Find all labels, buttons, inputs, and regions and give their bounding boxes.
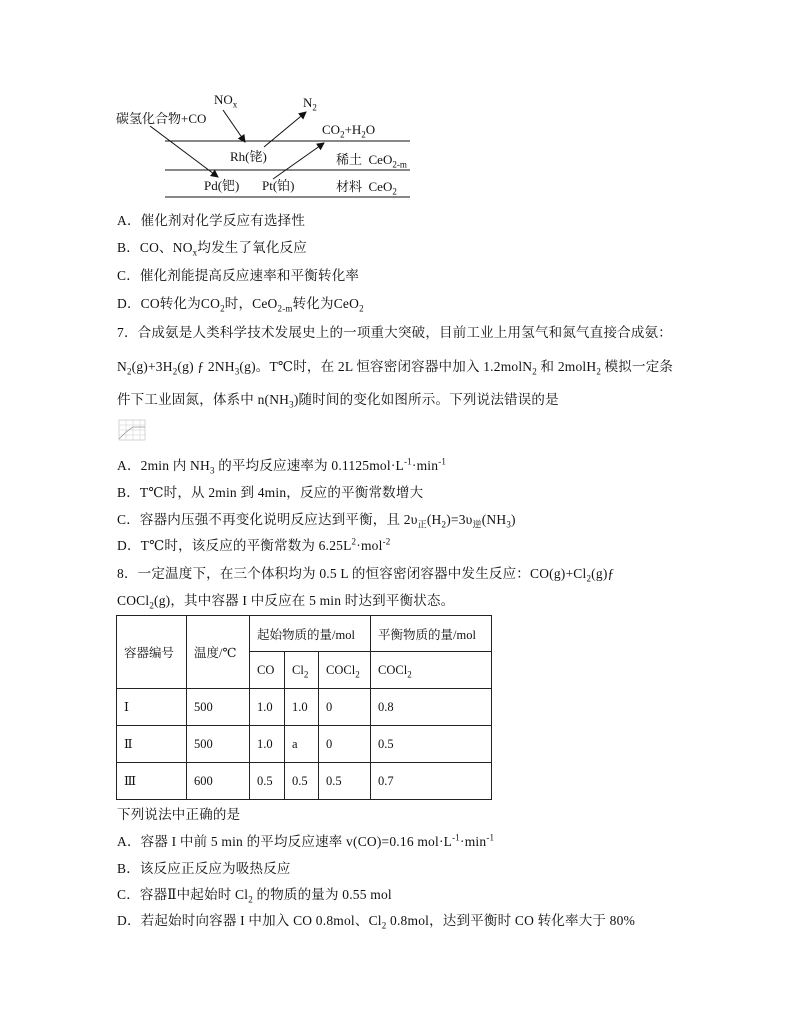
rh-label: Rh(铑) [230,149,267,164]
q6-option-c: C．催化剂能提高反应速率和平衡转化率 [117,268,360,283]
subheader-eq-cocl2: COCl$_2$ [371,652,492,689]
q7-stem-line2: $N_2(g)+3H_2(g)$ ƒ $2NH_3(g)$。T℃时，在 2L 恒容密闭容器中加入 1.2molN$_2$ 和 2molH$_2$ 模拟一定条 [117,359,674,377]
catalyst-diagram [110,86,420,204]
table-row [117,763,492,800]
q8-prompt: 下列说法中正确的是 [117,807,241,822]
cell-eq: 0.7 [371,763,492,800]
header-initial-moles: 起始物质的量/mol [250,616,371,652]
q6-option-b: B．CO、$NO_x$均发生了氧化反应 [117,240,307,258]
q7-option-b: B．T℃时，从 2min 到 4min，反应的平衡常数增大 [117,485,424,500]
cell-cocl2: 0.5 [319,763,371,800]
reactants-label: 碳氢化合物+CO [116,111,207,126]
cell-cl2: a [285,726,319,763]
n2-label: $N_2$ [303,95,317,113]
q7-option-c: C．容器内压强不再变化说明反应达到平衡，且 $2\upsilon_正(H_2)=3\upsilon_逆(NH_3)$ [117,512,516,530]
material-label: 材料 CeO$_2$ [336,179,397,197]
subheader-co: CO [250,652,285,689]
header-container: 容器编号 [117,616,187,689]
q8-option-a: A．容器 I 中前 5 min 的平均反应速率 v(CO)=0.16 $mol\cdot L^{-1}\cdot\min^{-1}$ [117,832,495,849]
cell-id: Ⅰ [117,689,187,726]
cell-cl2: 1.0 [285,689,319,726]
cell-eq: 0.5 [371,726,492,763]
cell-temp: 500 [187,689,250,726]
cell-temp: 500 [187,726,250,763]
header-temperature: 温度/℃ [187,616,250,689]
cell-co: 1.0 [250,726,285,763]
q7-option-d: D．T℃时，该反应的平衡常数为 $6.25L^2\cdot mol^{-2}$ [117,536,391,553]
q8-option-b: B．该反应正反应为吸热反应 [117,861,291,876]
cell-cocl2: 0 [319,726,371,763]
table-row [117,689,492,726]
cell-id: Ⅱ [117,726,187,763]
nh3-graph-thumbnail [117,418,147,442]
table-row [117,726,492,763]
cell-temp: 600 [187,763,250,800]
q8-option-d: D．若起始时向容器 I 中加入 CO 0.8mol、$Cl_2$ 0.8mol，达到平衡时 CO 转化率大于 80% [117,913,636,931]
subheader-cocl2: COCl$_2$ [319,652,371,689]
cell-cocl2: 0 [319,689,371,726]
pd-label: Pd(钯) [204,178,240,193]
pt-label: Pt(铂) [262,178,295,193]
cell-co: 0.5 [250,763,285,800]
q8-stem-line1: 8．一定温度下，在三个体积均为 0.5 L 的恒容密闭容器中发生反应：$CO(g)+Cl_2(g)ƒ$ [117,566,615,584]
cell-co: 1.0 [250,689,285,726]
equilibrium-table [116,615,492,800]
nox-label: $NO_x$ [214,92,238,110]
q6-option-a: A．催化剂对化学反应有选择性 [117,213,306,228]
q6-option-d: D．CO转化为$CO_2$时，CeO$_{2-m}$转化为CeO$_2$ [117,296,364,314]
cell-id: Ⅲ [117,763,187,800]
cell-cl2: 0.5 [285,763,319,800]
co2-h2o-label: $CO_2+H_2O$ [322,122,376,140]
q7-stem-line3: 件下工业固氮，体系中 $n(NH_3)$随时间的变化如图所示。下列说法错误的是 [117,392,559,410]
q7-option-a: A．2min 内 $NH_3$ 的平均反应速率为 $0.1125mol\cdot L^{-1}\cdot\min^{-1}$ [117,456,447,476]
cell-eq: 0.8 [371,689,492,726]
q8-option-c: C．容器Ⅱ中起始时 $Cl_2$ 的物质的量为 0.55 mol [117,887,392,905]
subheader-cl2: $Cl_2$ [285,652,319,689]
q7-stem-line1: 7．合成氨是人类科学技术发展史上的一项重大突破，目前工业上用氢气和氮气直接合成氨： [117,325,672,340]
table-header-row [117,616,492,652]
rare-earth-label: 稀土 CeO$_{2-m}$ [336,152,407,170]
header-equilibrium-moles: 平衡物质的量/mol [371,616,492,652]
q8-stem-line2: COCl$_2$(g)，其中容器 I 中反应在 5 min 时达到平衡状态。 [117,593,455,611]
